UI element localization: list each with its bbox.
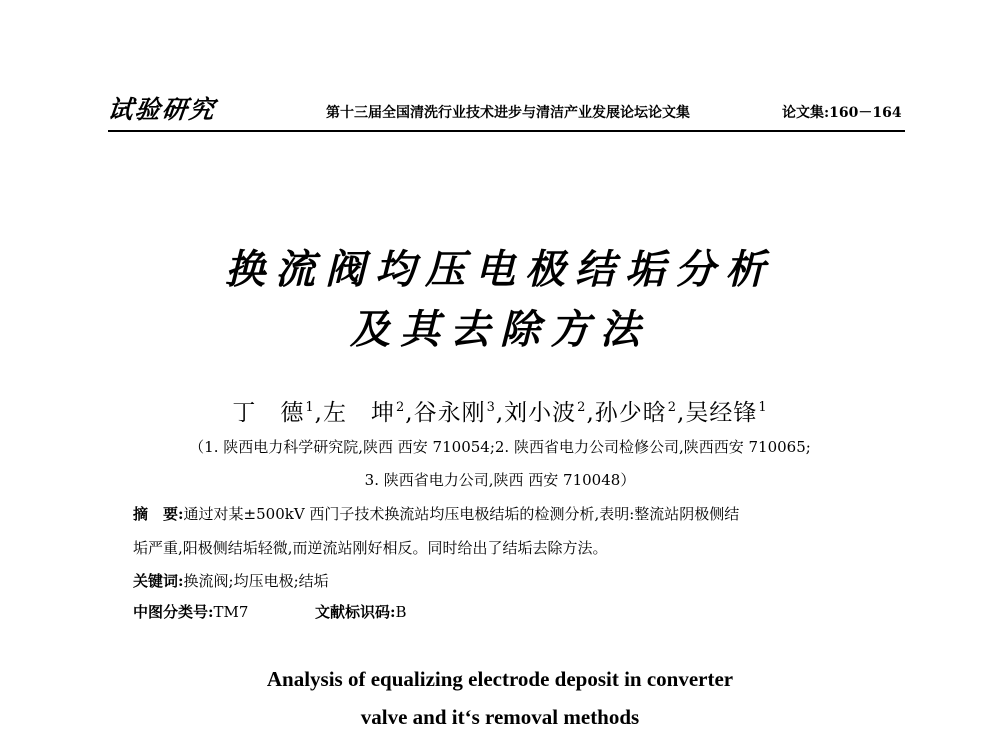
author-name: 刘小波	[504, 400, 577, 426]
english-title-line-1: Analysis of equalizing electrode deposit in converter	[266, 667, 734, 691]
classification-number	[133, 601, 248, 622]
author-affiliation-number: 2	[395, 400, 406, 415]
section-tag: 试验研究	[106, 95, 218, 124]
keywords	[133, 570, 329, 591]
author-name: 吴经锋	[685, 400, 758, 426]
document-code-value: B	[395, 603, 407, 621]
paper-title-line-2: 及其去除方法	[350, 306, 650, 353]
affiliations-line-1: （1. 陕西电力科学研究院,陕西 西安 710054;2. 陕西省电力公司检修公司,陕西西安 710065;	[189, 438, 811, 456]
abstract-label: 摘 要:	[133, 505, 184, 523]
keywords-label: 关键词:	[133, 572, 184, 590]
classification-value: TM7	[213, 603, 249, 621]
author-name: 左 坤	[322, 400, 395, 426]
classification-label: 中图分类号:	[133, 603, 214, 621]
author-list: 丁 德$^1$,左 坤$^2$,谷永刚$^3$,刘小波$^2$,孙少晗$^2$,吴经锋$^1$	[232, 400, 768, 426]
author-affiliation-number: 1	[758, 400, 768, 415]
abstract-text-line-2: 垢严重,阳极侧结垢轻微,而逆流站刚好相反。同时给出了结垢去除方法。	[133, 539, 608, 557]
header-rule	[108, 130, 905, 132]
english-title-line-2: valve and it‘s removal methods	[360, 705, 640, 729]
page-range: 论文集:160－164	[782, 105, 902, 121]
author-name: 丁 德	[232, 400, 305, 426]
author-affiliation-number: 1	[305, 400, 315, 415]
document-code-label: 文献标识码:	[315, 603, 396, 621]
paper-title-line-1: 换流阀均压电极结垢分析	[225, 246, 775, 293]
author-affiliation-number: 2	[577, 400, 587, 415]
author-affiliation-number: 3	[486, 400, 496, 415]
abstract-text-line-1: 通过对某±500kV 西门子技术换流站均压电极结垢的检测分析,表明:整流站阴极侧结	[183, 505, 740, 523]
author-affiliation-number: 2	[667, 400, 678, 415]
affiliations-line-2: 3. 陕西省电力公司,陕西 西安 710048）	[364, 471, 636, 489]
author-name: 孙少晗	[594, 400, 667, 426]
author-name: 谷永刚	[413, 400, 486, 426]
document-code	[315, 601, 407, 622]
proceedings-title: 第十三届全国清洗行业技术进步与清洁产业发展论坛论文集	[326, 105, 690, 121]
abstract	[133, 503, 739, 524]
keywords-text: 换流阀;均压电极;结垢	[183, 572, 329, 590]
